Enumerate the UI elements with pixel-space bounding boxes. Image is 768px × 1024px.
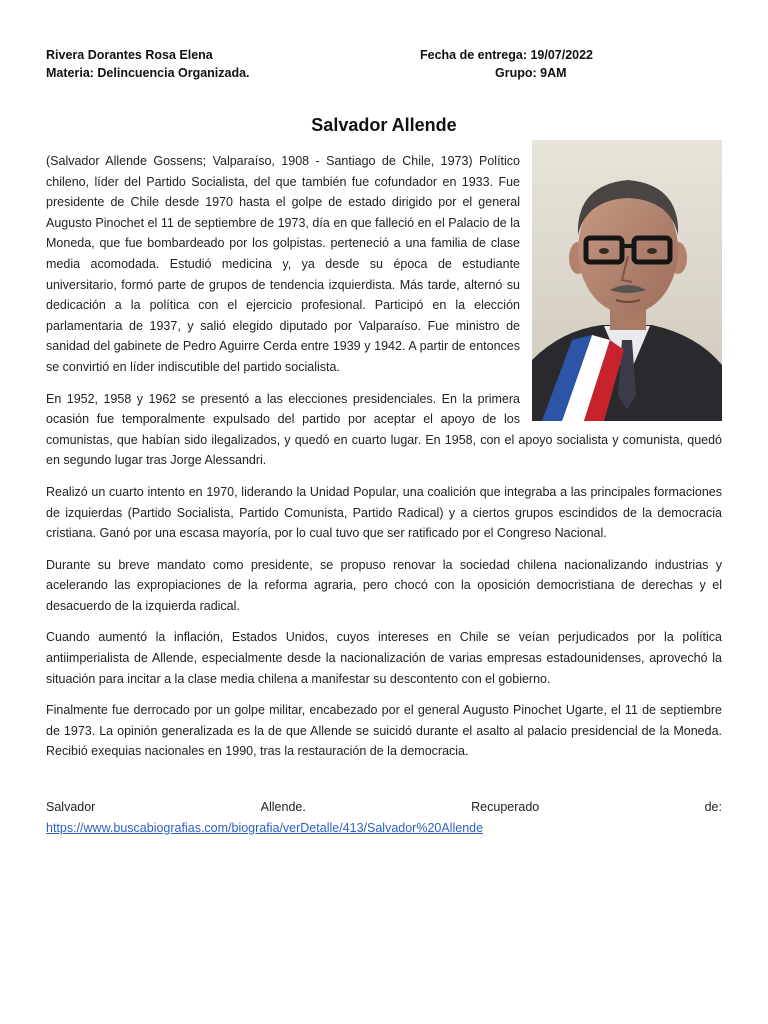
citation-word: Allende. [260, 800, 306, 815]
paragraph-5: Cuando aumentó la inflación, Estados Unidos, cuyos intereses en Chile se veían perjudicados por la política antiimperialista de Allende, especialmente desde la nacionalización de varias empresas estadounidenses, aprovechó la situación para incitar a la clase media chilena a manifestar su descontento con el gobierno. [46, 630, 722, 686]
citation-word: Recuperado [471, 800, 540, 815]
group-label: Grupo: 9AM [495, 66, 567, 80]
due-date: Fecha de entrega: 19/07/2022 [420, 48, 594, 62]
citation-word: Salvador [46, 800, 96, 815]
paragraph-6: Finalmente fue derrocado por un golpe militar, encabezado por el general Augusto Pinochet Ugarte, el 11 de septiembre de 1973. La opinión generalizada es la de que Allende se suicidó durante el asalto al palacio presidencial de la Moneda. Recibió exequias nacionales en 1990, tras la restauración de la democracia. [46, 703, 722, 759]
paragraph-1: (Salvador Allende Gossens; Valparaíso, 1908 - Santiago de Chile, 1973) Político chileno, líder del Partido Socialista, del que también fue cofundador en 1933. Fue presidente de Chile desde 1970 hasta el golpe de estado dirigido por el general Augusto Pinochet el 11 de septiembre de 1973, día en que falleció en el Palacio de la Moneda, que fue bombardeado por los golpistas. perteneció a una familia de clase media acomodada. Estudió medicina y, ya desde su época de estudiante universitario, formó parte de grupos de tendencia izquierdista. Más tarde, alternó su dedicación a la política con el ejercicio profesional. Participó en la elección parlamentaria de 1937, y salió elegido diputado por Valparaíso. Fue ministro de sanidad del gabinete de Pedro Aguirre Cerda entre 1939 y 1942. A partir de entonces se convirtió en líder indiscutible del partido socialista. [46, 154, 520, 374]
header-right [420, 46, 593, 82]
paragraph-4: Durante su breve mandato como presidente, se propuso renovar la sociedad chilena nacionalizando industrias y acelerando las expropiaciones de la reforma agraria, pero chocó con la oposición democristiana de derechas y el desacuerdo de la izquierda radical. [46, 557, 722, 613]
citation-line [46, 797, 722, 818]
subject-line: Materia: Delincuencia Organizada. [46, 66, 250, 80]
author-name: Rivera Dorantes Rosa Elena [46, 48, 213, 62]
header-left [46, 46, 250, 82]
page-title: Salvador Allende [311, 115, 457, 135]
citation [46, 797, 722, 838]
document-body [46, 151, 722, 838]
paragraph-3: Realizó un cuarto intento en 1970, liderando la Unidad Popular, una coalición que integraba a las principales formaciones de izquierdas (Partido Socialista, Partido Comunista, Partido Radical) y a ciertos grupos escindidos de la democracia cristiana. Ganó por una escasa mayoría, por lo cual tuvo que ser ratificado por el Congreso Nacional. [46, 484, 722, 541]
paragraph-2: En 1952, 1958 y 1962 se presentó a las elecciones presidenciales. En la primera ocasión fue temporalmente expulsado del partido por aceptar el apoyo de los comunistas, que habían sido ilegalizados, y quedó en cuarto lugar. En 1958, con el apoyo socialista y comunista, quedó en segundo lugar tras Jorge Alessandri. [46, 391, 722, 468]
portrait-photo [532, 140, 722, 421]
citation-word: de: [704, 800, 722, 815]
source-link[interactable]: https://www.buscabiografias.com/biografia/verDetalle/413/Salvador%20Allende [46, 820, 484, 835]
